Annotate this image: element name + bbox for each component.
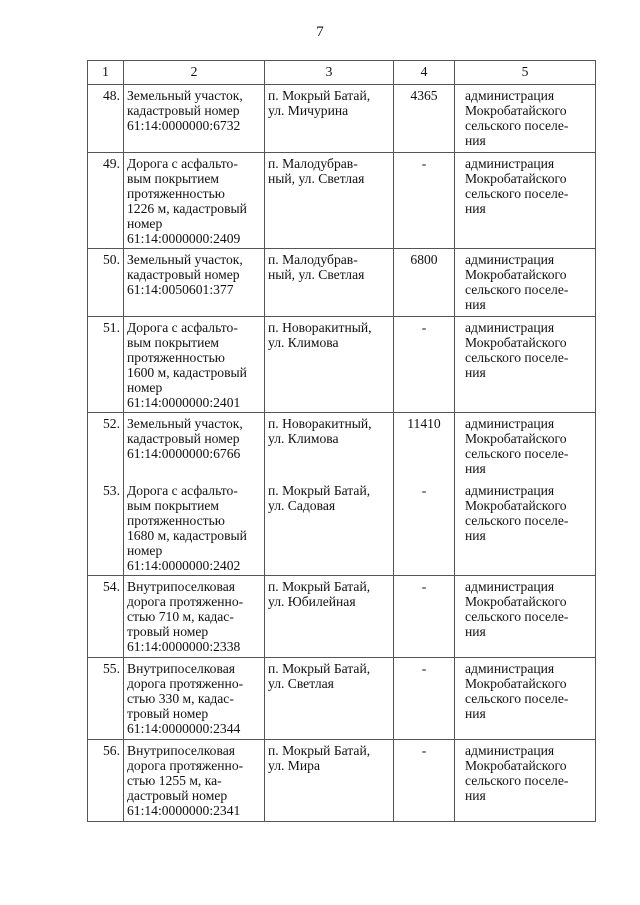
object-owner: администрация Мокробатайского сельского поселе- ния bbox=[455, 740, 596, 822]
object-description: Земельный участок, кадастровый номер 61:14:0050601:377 bbox=[124, 249, 265, 317]
object-description: Внутрипоселковая дорога протяженно- стью 1255 м, ка- дастровый номер 61:14:0000000:2341 bbox=[124, 740, 265, 822]
object-area: 11410 bbox=[394, 413, 455, 481]
object-address: п. Мокрый Батай, ул. Садовая bbox=[265, 480, 394, 576]
column-header-5: 5 bbox=[455, 61, 596, 85]
column-header-2: 2 bbox=[124, 61, 265, 85]
object-description: Дорога с асфальто- вым покрытием протяженностью 1600 м, кадастровый номер 61:14:0000000:2401 bbox=[124, 317, 265, 413]
object-area: - bbox=[394, 480, 455, 576]
object-address: п. Малодубрав- ный, ул. Светлая bbox=[265, 249, 394, 317]
column-header-3: 3 bbox=[265, 61, 394, 85]
table-row bbox=[88, 480, 596, 576]
object-area: - bbox=[394, 658, 455, 740]
table-row bbox=[88, 249, 596, 317]
table-header-row bbox=[88, 61, 596, 85]
object-description: Дорога с асфальто- вым покрытием протяженностью 1226 м, кадастровый номер 61:14:0000000:2409 bbox=[124, 153, 265, 249]
object-area: - bbox=[394, 153, 455, 249]
table-row bbox=[88, 413, 596, 481]
object-owner: администрация Мокробатайского сельского поселе- ния bbox=[455, 413, 596, 481]
object-address: п. Новоракитный, ул. Климова bbox=[265, 317, 394, 413]
row-number: 53. bbox=[88, 480, 124, 576]
object-description: Земельный участок, кадастровый номер 61:14:0000000:6766 bbox=[124, 413, 265, 481]
object-address: п. Новоракитный, ул. Климова bbox=[265, 413, 394, 481]
object-owner: администрация Мокробатайского сельского поселе- ния bbox=[455, 85, 596, 153]
object-owner: администрация Мокробатайского сельского поселе- ния bbox=[455, 317, 596, 413]
page-number: 7 bbox=[316, 24, 324, 40]
row-number: 52. bbox=[88, 413, 124, 481]
row-number: 49. bbox=[88, 153, 124, 249]
object-owner: администрация Мокробатайского сельского поселе- ния bbox=[455, 576, 596, 658]
table-row bbox=[88, 576, 596, 658]
object-area: 6800 bbox=[394, 249, 455, 317]
row-number: 48. bbox=[88, 85, 124, 153]
object-address: п. Мокрый Батай, ул. Светлая bbox=[265, 658, 394, 740]
object-owner: администрация Мокробатайского сельского поселе- ния bbox=[455, 480, 596, 576]
row-number: 54. bbox=[88, 576, 124, 658]
table-row bbox=[88, 153, 596, 249]
object-address: п. Мокрый Батай, ул. Мичурина bbox=[265, 85, 394, 153]
row-number: 50. bbox=[88, 249, 124, 317]
row-number: 51. bbox=[88, 317, 124, 413]
object-owner: администрация Мокробатайского сельского поселе- ния bbox=[455, 249, 596, 317]
object-owner: администрация Мокробатайского сельского поселе- ния bbox=[455, 153, 596, 249]
object-description: Внутрипоселковая дорога протяженно- стью 710 м, кадас- тровый номер 61:14:0000000:2338 bbox=[124, 576, 265, 658]
table-row bbox=[88, 658, 596, 740]
object-address: п. Мокрый Батай, ул. Мира bbox=[265, 740, 394, 822]
object-description: Внутрипоселковая дорога протяженно- стью 330 м, кадас- тровый номер 61:14:0000000:2344 bbox=[124, 658, 265, 740]
table-row bbox=[88, 85, 596, 153]
object-area: - bbox=[394, 576, 455, 658]
object-description: Земельный участок, кадастровый номер 61:14:0000000:6732 bbox=[124, 85, 265, 153]
table-row bbox=[88, 740, 596, 822]
object-address: п. Мокрый Батай, ул. Юбилейная bbox=[265, 576, 394, 658]
column-header-4: 4 bbox=[394, 61, 455, 85]
object-area: - bbox=[394, 317, 455, 413]
property-table bbox=[87, 60, 596, 822]
column-header-1: 1 bbox=[88, 61, 124, 85]
object-description: Дорога с асфальто- вым покрытием протяженностью 1680 м, кадастровый номер 61:14:0000000:2402 bbox=[124, 480, 265, 576]
object-area: 4365 bbox=[394, 85, 455, 153]
row-number: 55. bbox=[88, 658, 124, 740]
object-area: - bbox=[394, 740, 455, 822]
object-address: п. Малодубрав- ный, ул. Светлая bbox=[265, 153, 394, 249]
row-number: 56. bbox=[88, 740, 124, 822]
table-row bbox=[88, 317, 596, 413]
object-owner: администрация Мокробатайского сельского поселе- ния bbox=[455, 658, 596, 740]
